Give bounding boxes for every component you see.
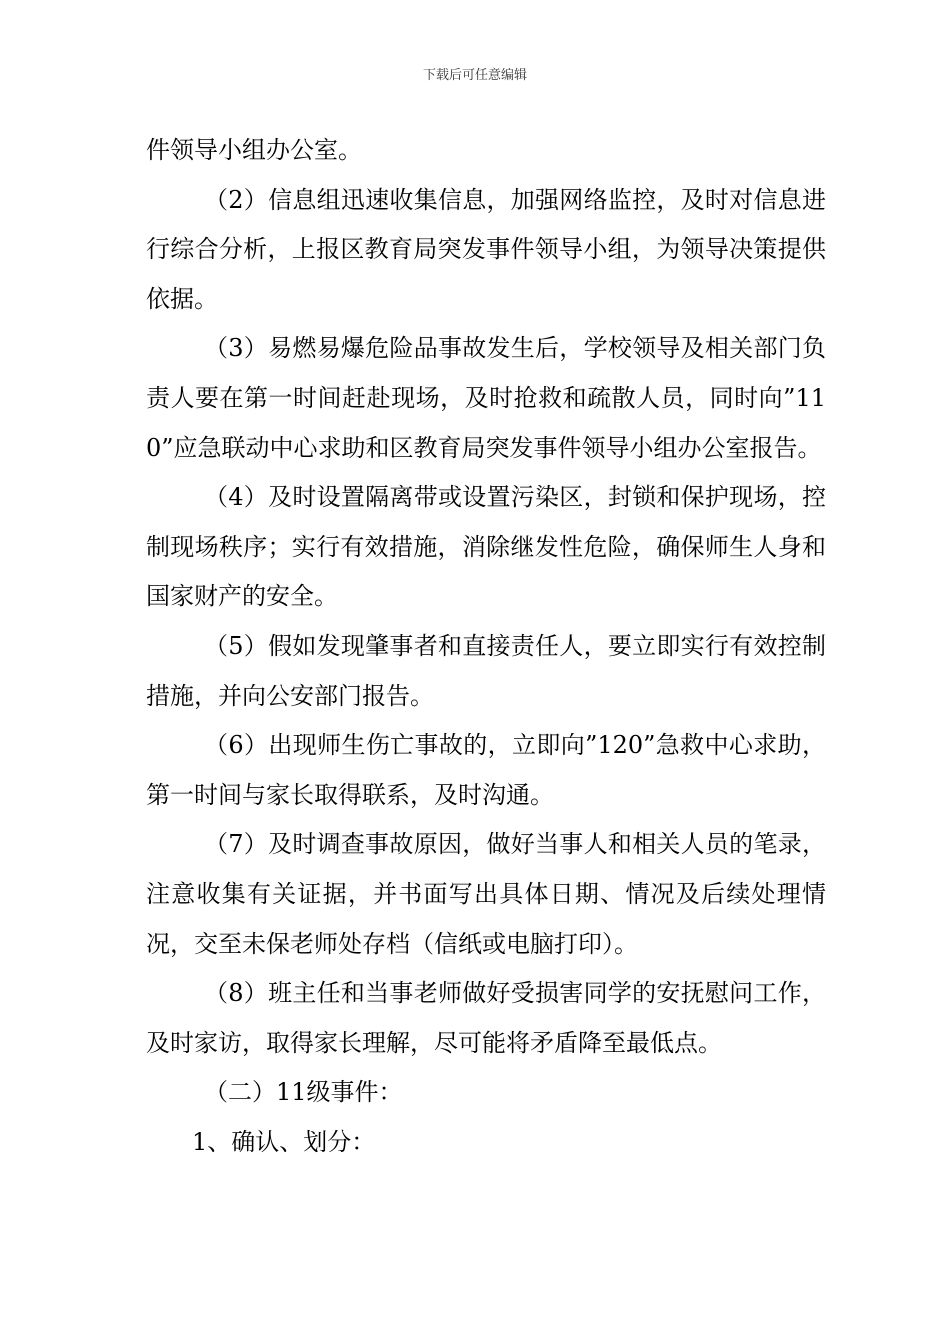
page-header: 下载后可任意编辑 [422, 68, 527, 83]
paragraph-item-6: （6）出现师生伤亡事故的，立即向”120”急救中心求助，第一时间与家长取得联系，及时沟通。 [146, 731, 826, 809]
paragraph-item-4: （4）及时设置隔离带或设置污染区，封锁和保护现场，控制现场秩序；实行有效措施，消除继发性危险，确保师生人身和国家财产的安全。 [146, 483, 826, 611]
section-heading-level-11: （二）11级事件： [204, 1078, 403, 1107]
paragraph-item-8: （8）班主任和当事老师做好受损害同学的安抚慰问工作，及时家访，取得家长理解，尽可能将矛盾降至最低点。 [146, 979, 826, 1057]
paragraph-item-7: （7）及时调查事故原因，做好当事人和相关人员的笔录，注意收集有关证据，并书面写出具体日期、情况及后续处理情况，交至未保老师处存档（信纸或电脑打印）。 [146, 830, 826, 958]
paragraph-item-3: （3）易燃易爆危险品事故发生后，学校领导及相关部门负责人要在第一时间赶赴现场，及时抢救和疏散人员，同时向”110”应急联动中心求助和区教育局突发事件领导小组办公室报告。 [146, 334, 826, 462]
document-body [146, 126, 826, 1167]
subsection-heading-confirm: 1、确认、划分： [192, 1127, 376, 1156]
paragraph-item-2: （2）信息组迅速收集信息，加强网络监控，及时对信息进行综合分析，上报区教育局突发事件领导小组，为领导决策提供依据。 [146, 185, 826, 313]
paragraph-item-5: （5）假如发现肇事者和直接责任人，要立即实行有效控制措施，并向公安部门报告。 [146, 631, 826, 710]
paragraph-continuation: 件领导小组办公室。 [146, 136, 362, 164]
